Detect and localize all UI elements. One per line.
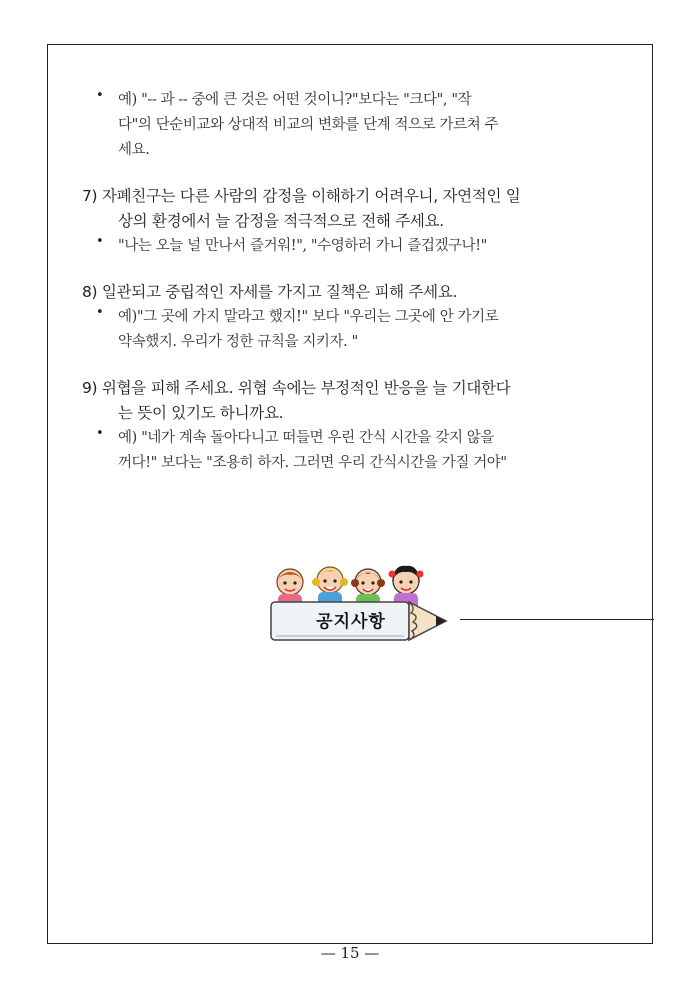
notice-label: 공지사항 [316,612,386,632]
text-line: 는 뜻이 있기도 하니까요. [118,404,284,422]
text-line: 예) "-- 과 -- 중에 큰 것은 어떤 것이니?"보다는 "크다", "작 [118,92,472,108]
bullet-icon: • [96,234,104,249]
example-bullet [82,426,612,476]
guideline-8 [82,280,612,305]
text-line: 상의 환경에서 늘 감정을 적극적으로 전해 주세요. [118,212,444,230]
text-line: 다"의 단순비교와 상대적 비교의 변화를 단계 적으로 가르쳐 주 [118,117,499,133]
text-line: 예)"그 곳에 가지 말라고 했지!" 보다 "우리는 그곳에 안 가기로 [118,309,499,325]
text-line: 7) 자폐친구는 다른 사람의 감정을 이해하기 어려우니, 자연적인 일 [82,187,521,205]
text-line: 예) "네가 계속 돌아다니고 떠들면 우린 간식 시간을 갖지 않을 [118,430,494,446]
text-line: "나는 오늘 널 만나서 즐거워!", "수영하러 가니 즐겁겠구나!" [118,238,487,254]
page-number: — 15 — [320,944,380,962]
guideline-7 [82,184,612,234]
text-line: 세요. [118,142,150,158]
document-body [82,88,612,476]
example-bullet [82,305,612,355]
guideline-9 [82,376,612,426]
bullet-icon: • [96,426,104,441]
text-line: 8) 일관되고 중립적인 자세를 가지고 질책은 피해 주세요. [82,283,458,301]
text-line: 꺼다!" 보다는 "조용히 하자. 그러면 우리 간식시간을 가질 거야" [118,455,507,471]
bullet-icon: • [96,88,104,103]
bullet-icon: • [96,305,104,320]
text-line: 약속했지. 우리가 정한 규칙을 지키자. " [118,334,358,350]
text-line: 9) 위협을 피해 주세요. 위협 속에는 부정적인 반응을 늘 기대한다 [82,379,511,397]
example-bullet [82,234,612,259]
notice-rule [460,619,654,620]
example-bullet [82,88,612,163]
